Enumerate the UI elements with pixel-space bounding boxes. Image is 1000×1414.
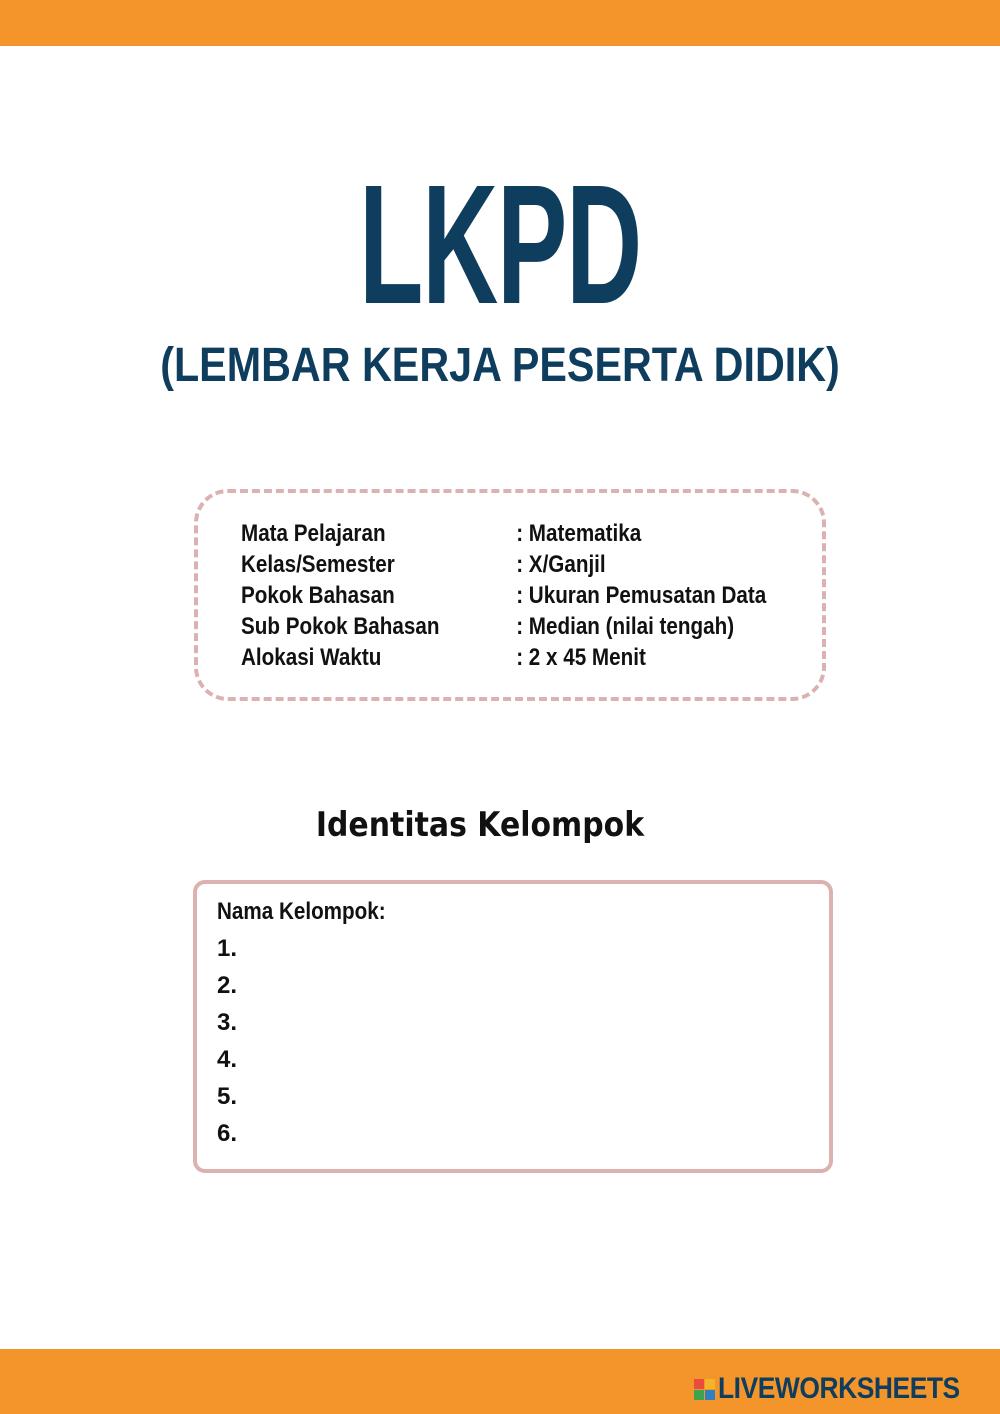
- info-value: : Matematika: [516, 520, 642, 547]
- group-name-label: Nama Kelompok:: [217, 898, 386, 925]
- liveworksheets-logo: [694, 1371, 993, 1407]
- member-line-4[interactable]: 4.: [217, 1046, 238, 1073]
- logo-text: LIVEWORKSHEETS: [718, 1372, 960, 1405]
- info-row-subtopic: [241, 611, 757, 642]
- page-subtitle: (LEMBAR KERJA PESERTA DIDIK): [160, 339, 840, 392]
- group-identity-heading: Identitas Kelompok: [315, 805, 645, 845]
- member-line-5[interactable]: 5.: [217, 1083, 238, 1110]
- logo-square: [705, 1379, 715, 1389]
- member-line-1[interactable]: 1.: [217, 935, 238, 962]
- liveworksheets-logo-icon: [694, 1379, 715, 1400]
- member-line-2[interactable]: 2.: [217, 972, 238, 999]
- info-row-topic: [241, 580, 767, 611]
- logo-square: [694, 1390, 704, 1400]
- member-line-6[interactable]: 6.: [217, 1120, 238, 1147]
- logo-square: [705, 1390, 715, 1400]
- logo-square: [694, 1379, 704, 1389]
- info-row-class: [241, 549, 757, 580]
- info-label: Sub Pokok Bahasan: [241, 613, 440, 640]
- info-value: : Ukuran Pemusatan Data: [516, 582, 767, 609]
- info-label: Mata Pelajaran: [241, 520, 386, 547]
- top-orange-bar: [0, 0, 1000, 46]
- info-label: Alokasi Waktu: [241, 644, 382, 671]
- info-value: : Median (nilai tengah): [516, 613, 735, 640]
- member-line-3[interactable]: 3.: [217, 1009, 238, 1036]
- info-value: : 2 x 45 Menit: [516, 644, 646, 671]
- info-label: Kelas/Semester: [241, 551, 395, 578]
- page-title: LKPD: [359, 150, 641, 340]
- info-label: Pokok Bahasan: [241, 582, 395, 609]
- info-value: : X/Ganjil: [516, 551, 606, 578]
- info-row-subject: [241, 518, 757, 549]
- info-row-time: [241, 642, 757, 673]
